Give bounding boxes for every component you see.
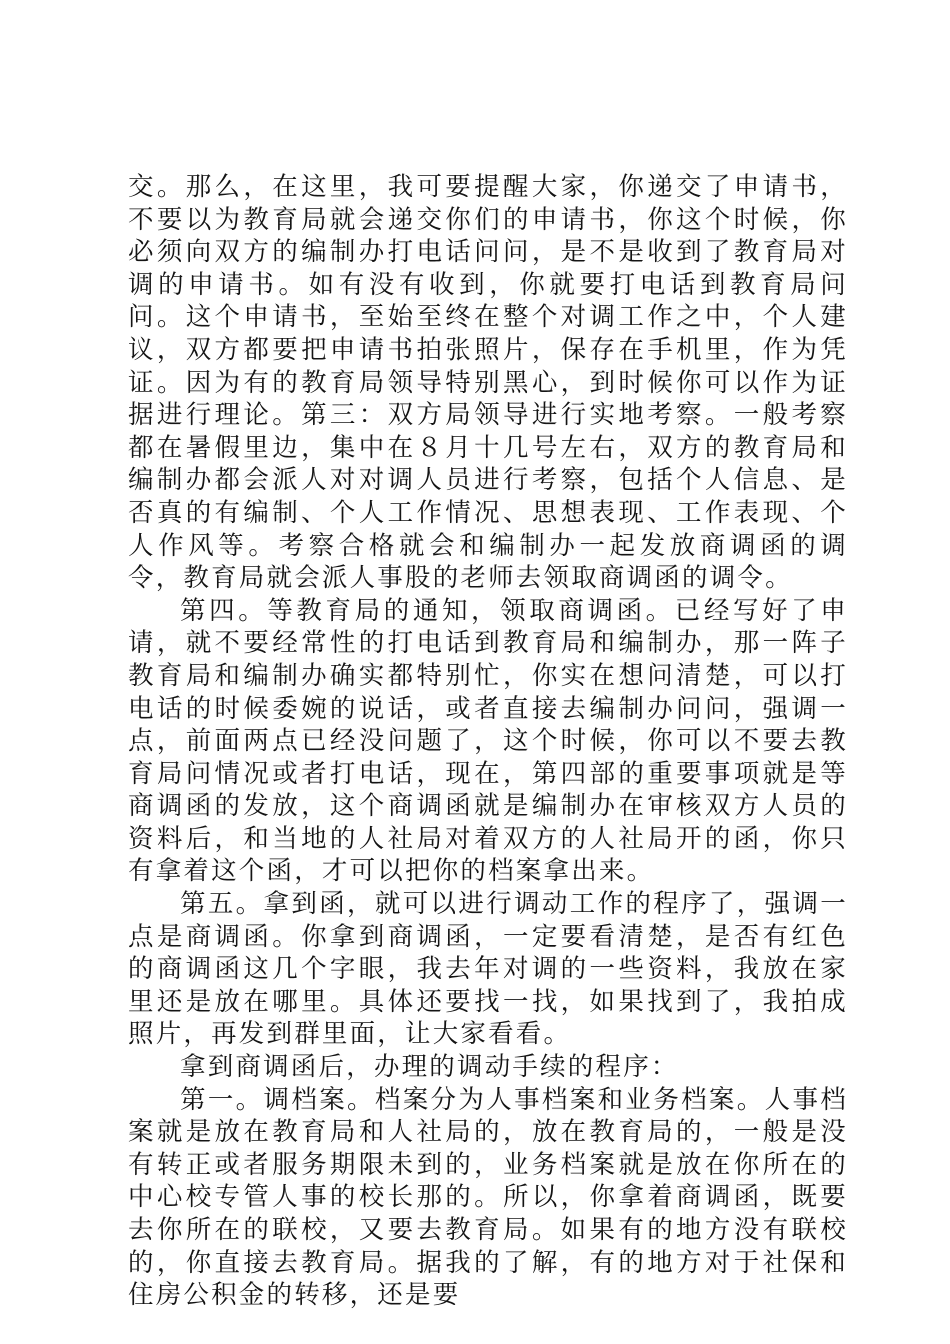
paragraph-continuation: 交。那么，在这里，我可要提醒大家，你递交了申请书，不要以为教育局就会递交你们的申请书，你这个时候，你必须向双方的编制办打电话问问，是不是收到了教育局对调的申请书。如有没有收到，你就要打电话到教育局问问。这个申请书，至始至终在整个对调工作之中，个人建议，双方都要把申请书拍张照片，保存在手机里，作为凭证。因为有的教育局领导特别黑心，到时候你可以作为证据进行理论。第三：双方局领导进行实地考察。一般考察都在暑假里边，集中在８月十几号左右，双方的教育局和编制办都会派人对对调人员进行考察，包括个人信息、是否真的有编制、个人工作情况、思想表现、工作表现、个人作风等。考察合格就会和编制办一起发放商调函的调令，教育局就会派人事股的老师去领取商调函的调令。 bbox=[128, 172, 848, 594]
paragraph-procedure-heading: 拿到商调函后，办理的调动手续的程序： bbox=[180, 1052, 679, 1083]
paragraph-transfer-files: 第一。调档案。档案分为人事档案和业务档案。人事档案就是放在教育局和人社局的，放在教育局的，一般是没有转正或者服务期限未到的，业务档案就是放在你所在的中心校专管人事的校长那的。所以，你拿着商调函，既要去你所在的联校，又要去教育局。如果有的地方没有联校的，你直接去教育局。据我的了解，有的地方对于社保和住房公积金的转移，还是要 bbox=[128, 1084, 848, 1311]
paragraph-step-five: 第五。拿到函，就可以进行调动工作的程序了，强调一点是商调函。你拿到商调函，一定要看清楚，是否有红色的商调函这几个字眼，我去年对调的一些资料，我放在家里还是放在哪里。具体还要找一找，如果找到了，我拍成照片，再发到群里面，让大家看看。 bbox=[128, 889, 848, 1050]
paragraph-step-four: 第四。等教育局的通知，领取商调函。已经写好了申请，就不要经常性的打电话到教育局和编制办，那一阵子教育局和编制办确实都特别忙，你实在想问清楚，可以打电话的时候委婉的说话，或者直接去编制办问问，强调一点，前面两点已经没问题了，这个时候，你可以不要去教育局问情况或者打电话，现在，第四部的重要事项就是等商调函的发放，这个商调函就是编制办在审核双方人员的资料后，和当地的人社局对着双方的人社局开的函，你只有拿着这个函，才可以把你的档案拿出来。 bbox=[128, 595, 848, 887]
document-body bbox=[128, 171, 848, 1312]
